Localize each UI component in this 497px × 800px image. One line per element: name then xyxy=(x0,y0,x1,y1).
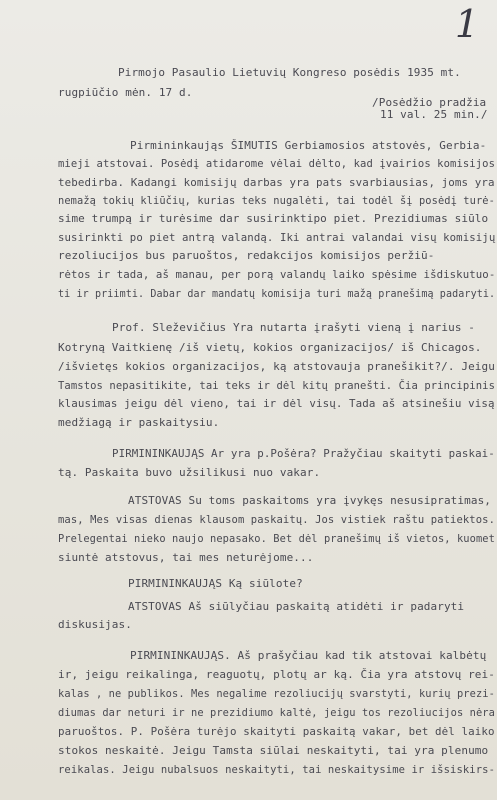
text-line: PIRMININKAUJĄS Ką siūlote? xyxy=(128,577,303,590)
text-line: PIRMININKAUJĄS. Aš prašyčiau kad tik atstovai kalbėtų xyxy=(130,649,487,662)
text-line: sime trumpą ir turėsime dar susirinktipo piet. Prezidiumas siūlo xyxy=(58,212,489,225)
session-start-line-1: /Posėdžio pradžia xyxy=(372,96,487,109)
text-line: PIRMININKAUJĄS Ar yra p.Pošėra? Pražyčiau skaityti paskai- xyxy=(112,447,495,460)
session-start-line-2: 11 val. 25 min./ xyxy=(380,108,488,121)
text-line: Prof. Sleževičius Yra nutarta įrašyti vieną į narius - xyxy=(112,321,476,334)
text-line: ATSTOVAS Aš siūlyčiau paskaitą atidėti ir padaryti xyxy=(128,600,465,613)
text-line: tebedirba. Kadangi komisijų darbas yra pats svarbiausias, joms yra xyxy=(58,176,495,189)
text-line: ir, jeigu reikalinga, reaguotų, plotų ar ką. Čia yra atstovų rei- xyxy=(58,668,495,681)
text-line: diskusijas. xyxy=(58,618,132,631)
text-line: Tamstos nepasitikite, tai teks ir dėl kitų pranešti. Čia principinis xyxy=(58,379,496,392)
text-line: Pirmininkaująs ŠIMUTIS Gerbiamosios atstovės, Gerbia- xyxy=(130,139,487,152)
text-line: Prelegentai nieko naujo nepasako. Bet dėl pranešimų iš vietos, kuomet xyxy=(58,532,495,545)
heading-line-1: Pirmojo Pasaulio Lietuvių Kongreso posėdis 1935 mt. xyxy=(118,66,461,79)
text-line: ti ir priimti. Dabar dar mandatų komisija turi mažą pranešimą padaryti. xyxy=(58,287,496,300)
text-line: reikalas. Jeigu nubalsuos neskaityti, tai neskaitysime ir išsiskirs- xyxy=(58,763,496,776)
text-line: mas, Mes visas dienas klausom paskaitų. Jos vistiek raštu patiektos. xyxy=(58,513,496,526)
text-line: paruoštos. P. Pošėra turėjo skaityti paskaitą vakar, bet dėl laiko xyxy=(58,725,495,738)
text-line: rėtos ir tada, aš manau, per porą valandų laiko spėsime išdiskutuo- xyxy=(58,268,496,281)
text-line: mieji atstovai. Posėdį atidarome vėlai dėlto, kad įvairios komisijos xyxy=(58,157,496,170)
text-line: susirinkti po piet antrą valandą. Iki antrai valandai visų komisijų xyxy=(58,231,496,244)
text-line: siuntė atstovus, tai mes neturėjome... xyxy=(58,551,314,564)
heading-line-2: rugpiūčio mėn. 17 d. xyxy=(58,86,193,99)
text-line: stokos neskaitė. Jeigu Tamsta siūlai neskaityti, tai yra plenumo xyxy=(58,744,489,757)
text-line: tą. Paskaita buvo užsilikusi nuo vakar. xyxy=(58,466,321,479)
text-line: nemažą tokių kliūčių, kurias teks nugalėti, tai todėl šį posėdį turė- xyxy=(58,194,495,207)
page-number: 1 xyxy=(454,2,479,46)
text-line: medžiagą ir paskaitysiu. xyxy=(58,416,220,429)
text-line: klausimas jeigu dėl vieno, tai ir dėl visų. Tada aš atsinešiu visą xyxy=(58,397,495,410)
text-line: diumas dar neturi ir ne prezidiumo kaltė, jeigu tos rezoliucijos nėra xyxy=(58,706,495,719)
text-line: /išvietęs kokios organizacijos, ką atstovauja pranešikit?/. Jeigu xyxy=(58,360,495,373)
text-line: kalas , ne publikos. Mes negalime rezoliucijų svarstyti, kurių prezi- xyxy=(58,687,495,700)
text-line: ATSTOVAS Su toms paskaitoms yra įvykęs nesusipratimas, xyxy=(128,494,492,507)
text-line: Kotryną Vaitkienę /iš vietų, kokios organizacijos/ iš Chicagos. xyxy=(58,341,482,354)
text-line: rezoliucijos bus paruoštos, redakcijos komisijos peržiū- xyxy=(58,249,435,262)
